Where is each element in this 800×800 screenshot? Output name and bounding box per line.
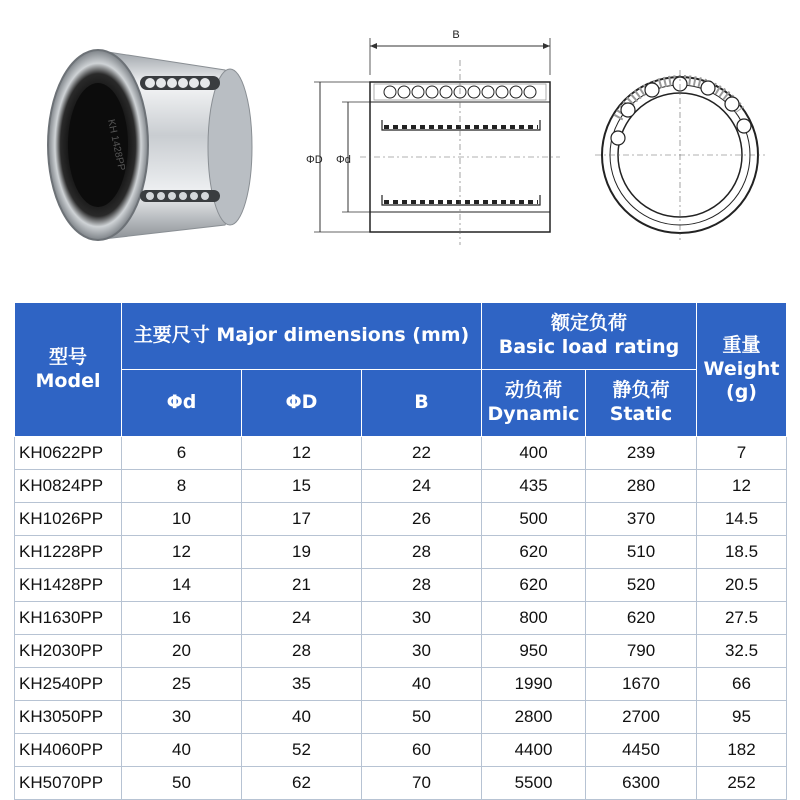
cell-outer-diameter: 19 bbox=[242, 536, 362, 569]
cell-model: KH5070PP bbox=[15, 767, 122, 800]
cell-model: KH2030PP bbox=[15, 635, 122, 668]
cell-length: 26 bbox=[362, 503, 482, 536]
cell-dynamic-load: 435 bbox=[482, 470, 586, 503]
cell-dynamic-load: 1990 bbox=[482, 668, 586, 701]
cell-length: 60 bbox=[362, 734, 482, 767]
cell-length: 22 bbox=[362, 437, 482, 470]
header-load-rating bbox=[482, 303, 697, 370]
cell-static-load: 510 bbox=[586, 536, 697, 569]
cell-outer-diameter: 21 bbox=[242, 569, 362, 602]
cell-outer-diameter: 24 bbox=[242, 602, 362, 635]
cell-model: KH1228PP bbox=[15, 536, 122, 569]
dimension-inner-label: Φd bbox=[336, 154, 351, 166]
cell-length: 24 bbox=[362, 470, 482, 503]
cell-static-load: 2700 bbox=[586, 701, 697, 734]
cell-inner-diameter: 14 bbox=[122, 569, 242, 602]
cell-static-load: 790 bbox=[586, 635, 697, 668]
cell-weight: 32.5 bbox=[697, 635, 787, 668]
cell-static-load: 520 bbox=[586, 569, 697, 602]
cell-weight: 12 bbox=[697, 470, 787, 503]
cell-inner-diameter: 30 bbox=[122, 701, 242, 734]
header-weight-en: Weight bbox=[703, 357, 780, 380]
cell-dynamic-load: 800 bbox=[482, 602, 586, 635]
cell-outer-diameter: 15 bbox=[242, 470, 362, 503]
cell-length: 40 bbox=[362, 668, 482, 701]
cell-weight: 95 bbox=[697, 701, 787, 734]
cell-static-load: 6300 bbox=[586, 767, 697, 800]
cell-outer-diameter: 62 bbox=[242, 767, 362, 800]
header-inner-diameter: Φd bbox=[122, 370, 242, 437]
header-static bbox=[586, 370, 697, 437]
dimension-b-label: B bbox=[452, 29, 460, 41]
cell-length: 28 bbox=[362, 569, 482, 602]
subheader-row bbox=[15, 370, 787, 437]
table-row bbox=[15, 635, 787, 668]
cell-inner-diameter: 6 bbox=[122, 437, 242, 470]
cell-dynamic-load: 5500 bbox=[482, 767, 586, 800]
cell-static-load: 239 bbox=[586, 437, 697, 470]
header-load-en: Basic load rating bbox=[498, 336, 680, 358]
side-view-drawing bbox=[300, 20, 575, 250]
table-row bbox=[15, 767, 787, 800]
cell-static-load: 1670 bbox=[586, 668, 697, 701]
cell-weight: 182 bbox=[697, 734, 787, 767]
product-illustrations bbox=[0, 0, 800, 300]
cell-inner-diameter: 10 bbox=[122, 503, 242, 536]
header-model-en: Model bbox=[35, 369, 101, 392]
cell-model: KH2540PP bbox=[15, 668, 122, 701]
cell-outer-diameter: 40 bbox=[242, 701, 362, 734]
cell-static-load: 370 bbox=[586, 503, 697, 536]
table-row bbox=[15, 701, 787, 734]
cell-dynamic-load: 4400 bbox=[482, 734, 586, 767]
bearing-photo bbox=[40, 40, 270, 250]
cell-model: KH1630PP bbox=[15, 602, 122, 635]
table-row bbox=[15, 437, 787, 470]
cell-outer-diameter: 17 bbox=[242, 503, 362, 536]
cell-outer-diameter: 52 bbox=[242, 734, 362, 767]
table-row bbox=[15, 470, 787, 503]
cell-inner-diameter: 40 bbox=[122, 734, 242, 767]
cell-inner-diameter: 50 bbox=[122, 767, 242, 800]
header-weight-unit: (g) bbox=[726, 381, 757, 404]
cell-weight: 27.5 bbox=[697, 602, 787, 635]
cell-model: KH0824PP bbox=[15, 470, 122, 503]
cell-dynamic-load: 500 bbox=[482, 503, 586, 536]
cell-inner-diameter: 16 bbox=[122, 602, 242, 635]
cell-static-load: 280 bbox=[586, 470, 697, 503]
header-dynamic-en: Dynamic bbox=[487, 403, 580, 425]
header-outer-diameter: ΦD bbox=[242, 370, 362, 437]
header-model-cn: 型号 bbox=[48, 345, 87, 368]
cell-length: 28 bbox=[362, 536, 482, 569]
cell-length: 30 bbox=[362, 635, 482, 668]
table-row bbox=[15, 503, 787, 536]
cell-outer-diameter: 12 bbox=[242, 437, 362, 470]
header-model bbox=[15, 303, 122, 437]
header-dynamic-cn: 动负荷 bbox=[504, 379, 562, 402]
cell-model: KH1428PP bbox=[15, 569, 122, 602]
cell-length: 50 bbox=[362, 701, 482, 734]
table-row bbox=[15, 734, 787, 767]
cell-model: KH3050PP bbox=[15, 701, 122, 734]
header-load-cn: 额定负荷 bbox=[550, 312, 627, 335]
table-row bbox=[15, 536, 787, 569]
cell-static-load: 620 bbox=[586, 602, 697, 635]
cell-inner-diameter: 12 bbox=[122, 536, 242, 569]
cell-weight: 18.5 bbox=[697, 536, 787, 569]
cell-dynamic-load: 620 bbox=[482, 569, 586, 602]
cell-dynamic-load: 400 bbox=[482, 437, 586, 470]
bearing-engraving: KH 1428PP bbox=[105, 118, 127, 172]
header-length: B bbox=[362, 370, 482, 437]
cell-static-load: 4450 bbox=[586, 734, 697, 767]
cell-weight: 252 bbox=[697, 767, 787, 800]
cell-dynamic-load: 950 bbox=[482, 635, 586, 668]
cell-model: KH0622PP bbox=[15, 437, 122, 470]
header-row bbox=[15, 303, 787, 370]
cell-weight: 7 bbox=[697, 437, 787, 470]
cell-weight: 66 bbox=[697, 668, 787, 701]
header-static-cn: 静负荷 bbox=[612, 379, 670, 402]
header-weight bbox=[697, 303, 787, 437]
table-body bbox=[15, 437, 787, 800]
table-row bbox=[15, 668, 787, 701]
cell-outer-diameter: 28 bbox=[242, 635, 362, 668]
cell-dynamic-load: 620 bbox=[482, 536, 586, 569]
cell-inner-diameter: 8 bbox=[122, 470, 242, 503]
cell-inner-diameter: 20 bbox=[122, 635, 242, 668]
end-view-drawing bbox=[590, 60, 770, 250]
cell-inner-diameter: 25 bbox=[122, 668, 242, 701]
header-static-en: Static bbox=[609, 403, 673, 425]
dimension-outer-label: ΦD bbox=[306, 154, 323, 166]
cell-length: 70 bbox=[362, 767, 482, 800]
table-row bbox=[15, 602, 787, 635]
cell-model: KH4060PP bbox=[15, 734, 122, 767]
cell-length: 30 bbox=[362, 602, 482, 635]
table-row bbox=[15, 569, 787, 602]
cell-dynamic-load: 2800 bbox=[482, 701, 586, 734]
cell-weight: 20.5 bbox=[697, 569, 787, 602]
header-weight-cn: 重量 bbox=[722, 333, 761, 356]
cell-outer-diameter: 35 bbox=[242, 668, 362, 701]
cell-model: KH1026PP bbox=[15, 503, 122, 536]
header-dynamic bbox=[482, 370, 586, 437]
specification-table bbox=[14, 302, 787, 800]
header-major-dimensions: 主要尺寸 Major dimensions (mm) bbox=[122, 303, 482, 370]
cell-weight: 14.5 bbox=[697, 503, 787, 536]
